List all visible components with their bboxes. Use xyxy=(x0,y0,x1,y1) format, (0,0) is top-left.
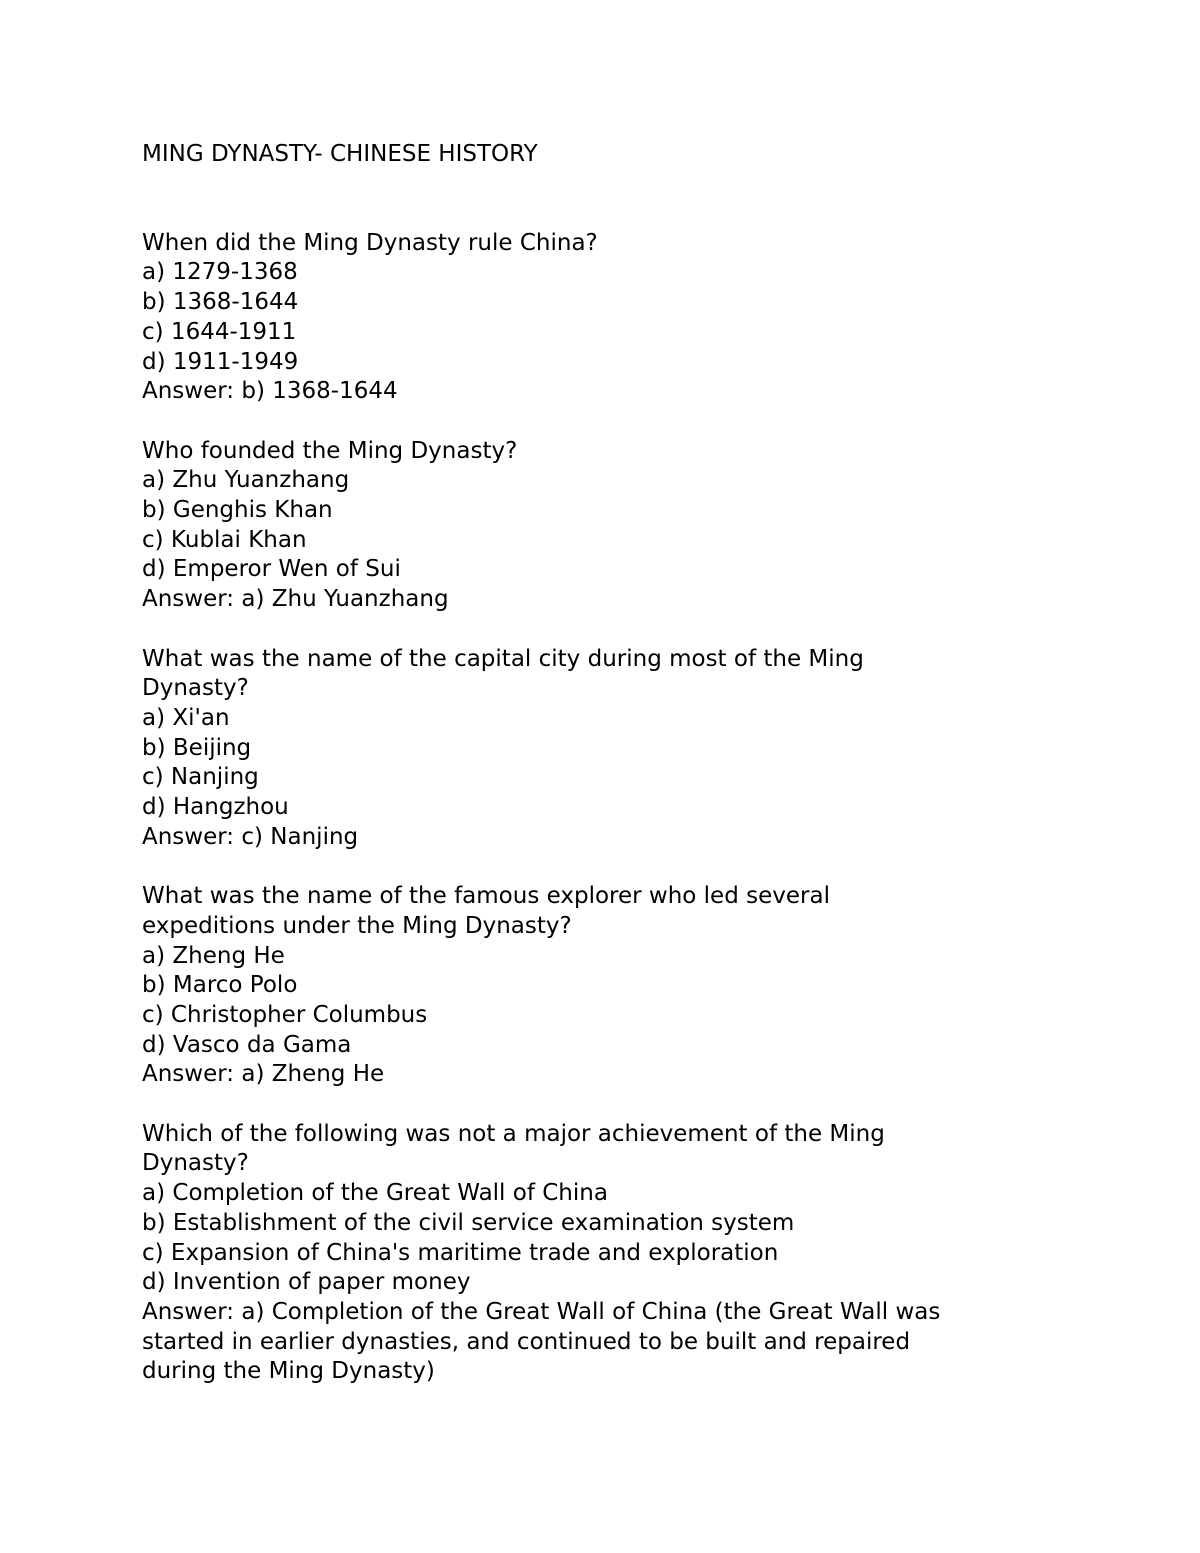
option-b: b) Genghis Khan xyxy=(142,497,333,524)
question-text: Dynasty? xyxy=(142,675,249,702)
question-text: When did the Ming Dynasty rule China? xyxy=(142,229,598,256)
answer-text: Answer: a) Completion of the Great Wall of China (the Great Wall was xyxy=(142,1298,941,1325)
answer-text: Answer: a) Zhu Yuanzhang xyxy=(142,586,449,613)
option-c: c) 1644-1911 xyxy=(142,318,297,345)
document-title: MING DYNASTY- CHINESE HISTORY xyxy=(142,141,538,167)
answer-text: started in earlier dynasties, and continued to be built and repaired xyxy=(142,1328,911,1355)
option-a: a) 1279-1368 xyxy=(142,259,298,286)
question-5 xyxy=(142,1120,1142,1387)
option-a: a) Zhu Yuanzhang xyxy=(142,467,350,494)
option-d: d) 1911-1949 xyxy=(142,348,299,375)
option-a: a) Completion of the Great Wall of China xyxy=(142,1180,608,1207)
option-d: d) Emperor Wen of Sui xyxy=(142,556,401,583)
answer-text: during the Ming Dynasty) xyxy=(142,1358,435,1385)
question-2 xyxy=(142,437,1142,615)
option-d: d) Vasco da Gama xyxy=(142,1031,352,1058)
answer-text: Answer: b) 1368-1644 xyxy=(142,378,398,405)
answer-text: Answer: a) Zheng He xyxy=(142,1061,385,1088)
option-a: a) Xi'an xyxy=(142,704,230,731)
question-text: expeditions under the Ming Dynasty? xyxy=(142,912,572,939)
question-text: Who founded the Ming Dynasty? xyxy=(142,437,518,464)
option-c: c) Kublai Khan xyxy=(142,526,307,553)
document-body xyxy=(142,140,1142,1417)
answer-text: Answer: c) Nanjing xyxy=(142,823,359,850)
option-b: b) 1368-1644 xyxy=(142,289,299,316)
option-d: d) Invention of paper money xyxy=(142,1269,471,1296)
option-c: c) Nanjing xyxy=(142,764,259,791)
option-b: b) Marco Polo xyxy=(142,972,298,999)
question-text: Dynasty? xyxy=(142,1150,249,1177)
option-c: c) Christopher Columbus xyxy=(142,1001,428,1028)
question-text: Which of the following was not a major achievement of the Ming xyxy=(142,1120,885,1147)
question-4 xyxy=(142,882,1142,1090)
option-d: d) Hangzhou xyxy=(142,794,289,821)
question-text: What was the name of the famous explorer who led several xyxy=(142,883,830,910)
question-1 xyxy=(142,229,1142,407)
option-b: b) Establishment of the civil service examination system xyxy=(142,1209,795,1236)
option-c: c) Expansion of China's maritime trade and exploration xyxy=(142,1239,779,1266)
question-3 xyxy=(142,645,1142,853)
option-b: b) Beijing xyxy=(142,734,252,761)
option-a: a) Zheng He xyxy=(142,942,285,969)
question-text: What was the name of the capital city during most of the Ming xyxy=(142,645,864,672)
